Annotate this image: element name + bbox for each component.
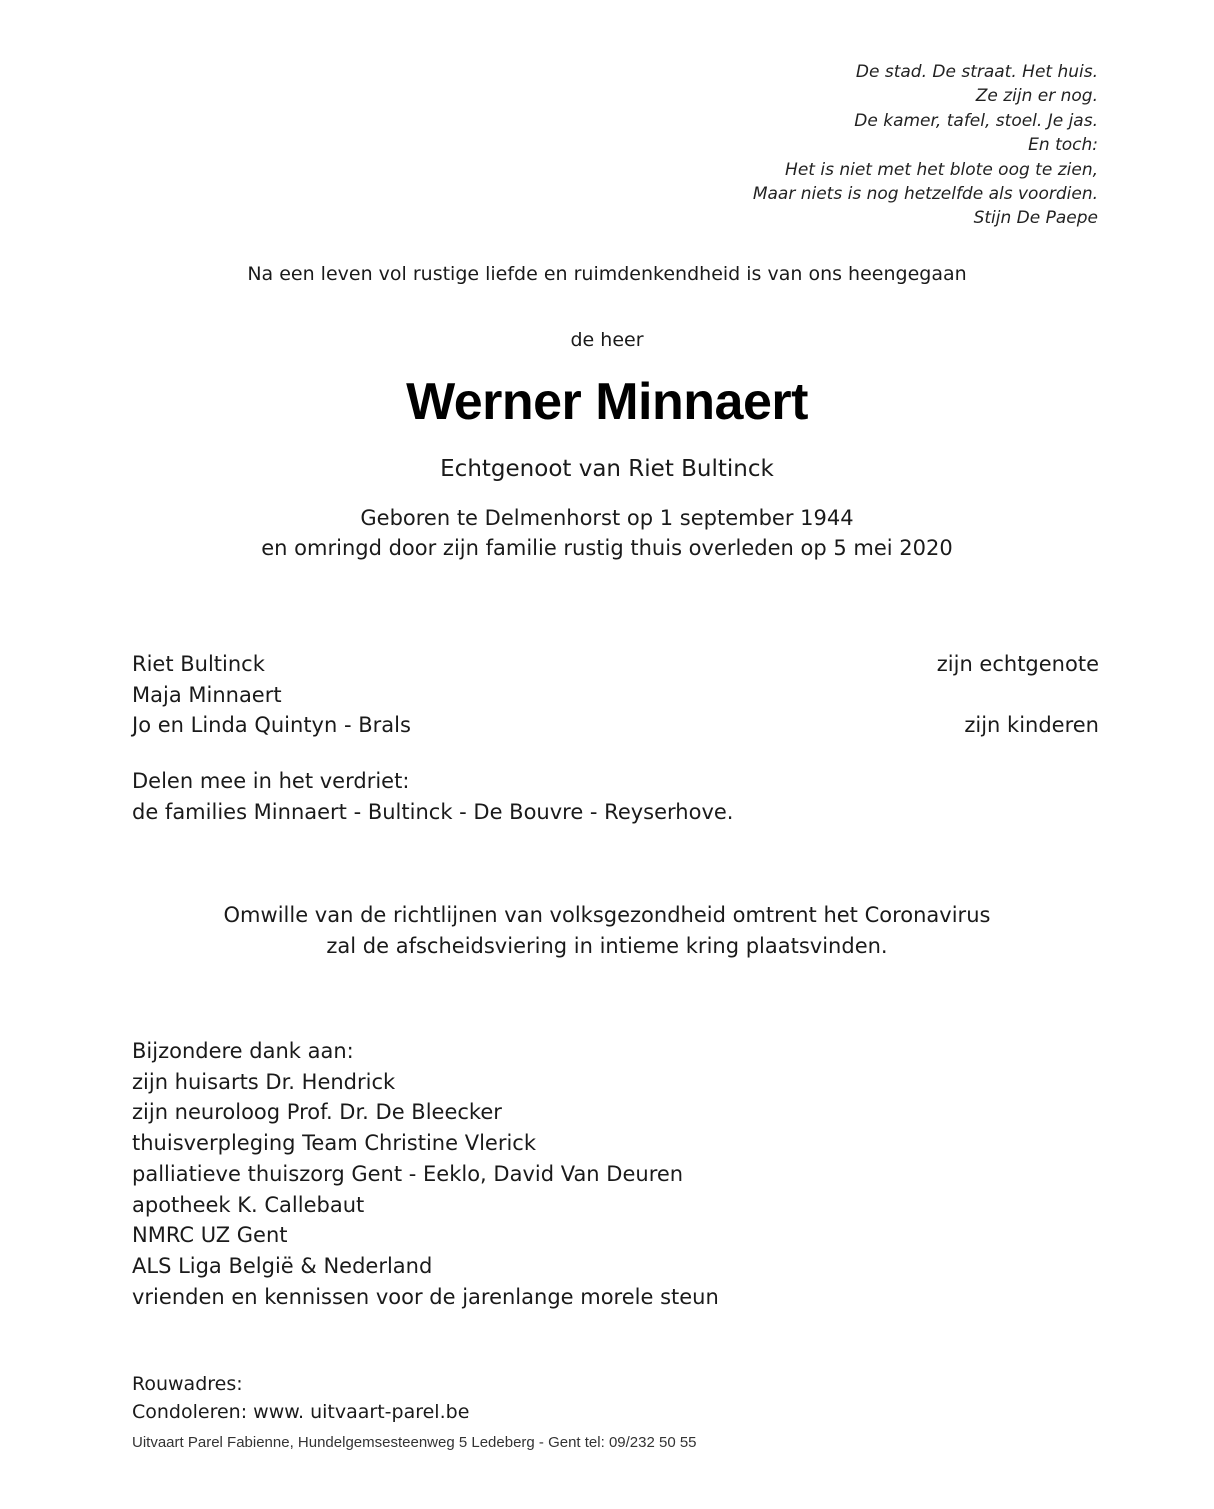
family-names: Jo en Linda Quintyn - Brals xyxy=(132,713,411,738)
family-relation: zijn kinderen xyxy=(964,713,1099,738)
share-grief xyxy=(132,766,733,827)
deceased-name: Werner Minnaert xyxy=(406,373,808,431)
poem-author: Stijn De Paepe xyxy=(973,208,1098,229)
birth-line: Geboren te Delmenhorst op 1 september 1944 xyxy=(360,506,854,530)
corona-line: Omwille van de richtlijnen van volksgezondheid omtrent het Coronavirus xyxy=(223,903,991,927)
poem-line: De stad. De straat. Het huis. xyxy=(855,62,1098,82)
family-row xyxy=(132,680,1099,711)
share-heading: Delen mee in het verdriet: xyxy=(132,769,410,793)
thanks-item: apotheek K. Callebaut xyxy=(132,1192,365,1217)
poem-line: Maar niets is nog hetzelfde als voordien. xyxy=(752,184,1098,205)
spouse-line: Echtgenoot van Riet Bultinck xyxy=(440,456,774,482)
thanks-item: vrienden en kennissen voor de jarenlange morele steun xyxy=(132,1284,719,1309)
thanks-item: NMRC UZ Gent xyxy=(132,1223,288,1248)
family-names: Maja Minnaert xyxy=(132,682,282,707)
corona-notice xyxy=(0,900,1214,962)
poem xyxy=(753,60,1098,231)
condolence-link[interactable]: Condoleren: www. uitvaart-parel.be xyxy=(132,1401,470,1423)
thanks-item: ALS Liga België & Nederland xyxy=(132,1253,433,1278)
family-row xyxy=(132,649,1099,680)
family-relation: zijn echtgenote xyxy=(936,652,1099,676)
thanks-item: palliatieve thuiszorg Gent - Eeklo, David Van Deuren xyxy=(132,1161,684,1186)
thanks-item: zijn neuroloog Prof. Dr. De Bleecker xyxy=(132,1100,502,1125)
rouwadres-label: Rouwadres: xyxy=(132,1373,243,1395)
family-names: Riet Bultinck xyxy=(132,652,265,676)
honorific: de heer xyxy=(570,329,644,351)
thanks-item: zijn huisarts Dr. Hendrick xyxy=(132,1069,396,1094)
thanks-heading: Bijzondere dank aan: xyxy=(132,1039,354,1063)
mourning-address xyxy=(132,1370,469,1426)
poem-line: Ze zijn er nog. xyxy=(975,86,1098,107)
funeral-home-info: Uitvaart Parel Fabienne, Hundelgemsesteenweg 5 Ledeberg - Gent tel: 09/232 50 55 xyxy=(132,1434,697,1451)
corona-line: zal de afscheidsviering in intieme kring plaatsvinden. xyxy=(326,934,888,958)
thanks-item: thuisverpleging Team Christine Vlerick xyxy=(132,1131,537,1156)
family-list xyxy=(132,649,1099,741)
poem-line: Het is niet met het blote oog te zien, xyxy=(785,159,1098,180)
poem-line: De kamer, tafel, stoel. Je jas. xyxy=(854,110,1098,131)
death-line: en omringd door zijn familie rustig thuis overleden op 5 mei 2020 xyxy=(261,536,953,560)
thanks-list xyxy=(132,1036,719,1312)
poem-line: En toch: xyxy=(1028,135,1098,156)
intro-text: Na een leven vol rustige liefde en ruimdenkendheid is van ons heengegaan xyxy=(247,263,967,285)
family-row xyxy=(132,710,1099,741)
share-families: de families Minnaert - Bultinck - De Bouvre - Reyserhove. xyxy=(132,799,734,824)
life-dates xyxy=(0,503,1214,563)
